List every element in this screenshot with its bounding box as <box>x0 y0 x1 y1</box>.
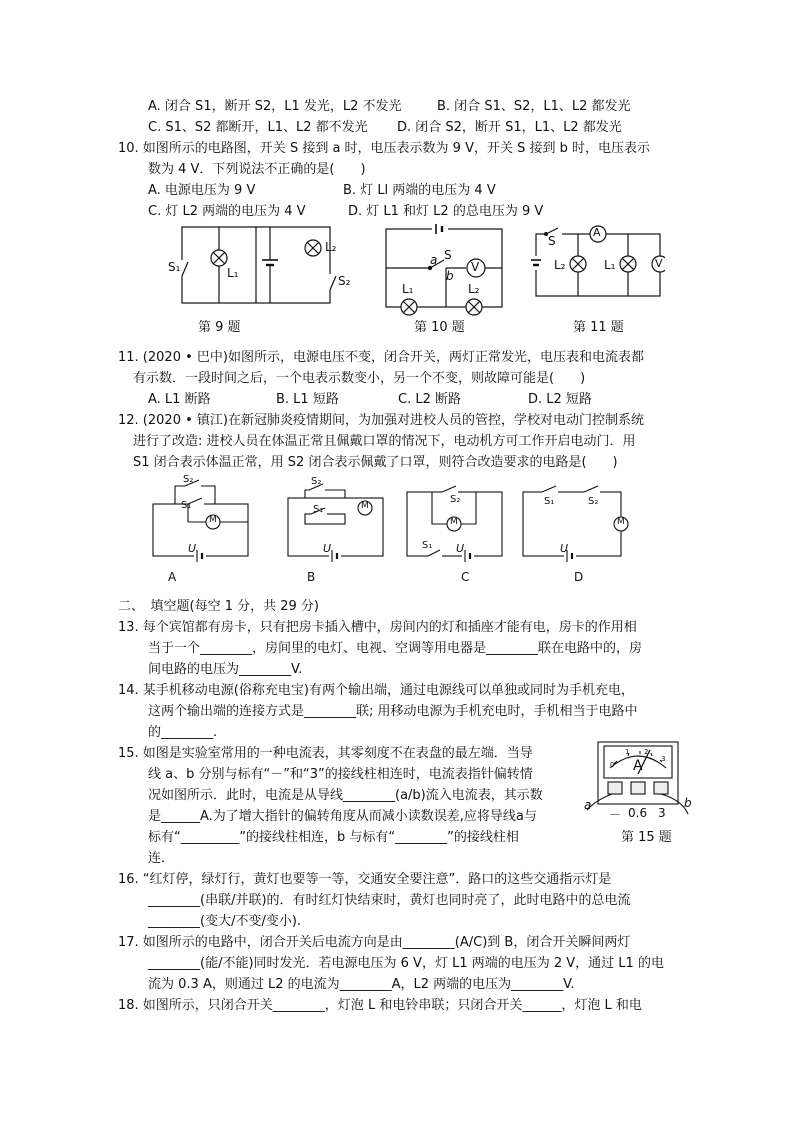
q12a-s1-label: S₁ <box>181 500 192 511</box>
figure-11-circuit <box>530 222 665 300</box>
q12-stem-line3: S1 闭合表示体温正常，用 S2 闭合表示佩戴了口罩，则符合改造要求的电路是( ) <box>133 455 618 470</box>
q12a-motor-label: M <box>209 515 217 525</box>
figure-10-caption: 第 10 题 <box>414 320 465 335</box>
q12-circuit-d <box>520 474 635 562</box>
q14-line2: 这两个输出端的连接方式是________联; 用移动电源为手机充电时，手机相当于电路中 <box>148 704 638 719</box>
q12b-s1-label: S₁ <box>313 504 324 515</box>
section-2-title: 二、 填空题(每空 1 分，共 29 分) <box>118 599 319 614</box>
fig11-l2-label: L₂ <box>554 258 566 272</box>
q12c-s2-label: S₂ <box>450 494 461 505</box>
q11-option-d: D. L2 短路 <box>528 392 592 407</box>
q16-line1: 16. “红灯停，绿灯行，黄灯也要等一等，交通安全要注意”．路口的这些交通指示灯是 <box>118 872 612 887</box>
q10-option-b: B. 灯 Ll 两端的电压为 4 V <box>343 183 496 198</box>
figure-15-ammeter <box>584 740 692 824</box>
q10-stem-line1: 10. 如图所示的电路图，开关 S 接到 a 时，电压表示数为 9 V，开关 S 接到 b 时，电压表示 <box>118 141 651 156</box>
fig9-l2-label: L₂ <box>325 240 337 254</box>
q16-line3: ________(变大/不变/变小). <box>148 914 302 929</box>
q12d-s1-label: S₁ <box>544 496 555 507</box>
q15-line2: 线 a、b 分别与标有“－”和“3”的接线柱相连时，电流表指针偏转情 <box>148 767 533 782</box>
q14-line1: 14. 某手机移动电源(俗称充电宝)有两个输出端，通过电源线可以单独或同时为手机充电， <box>118 683 634 698</box>
figure-11-caption: 第 11 题 <box>573 320 624 335</box>
figure-9-circuit <box>160 222 360 308</box>
q11-stem-line2: 有示数．一段时间之后，一个电表示数变小，另一个不变，则故障可能是( ) <box>133 371 586 386</box>
q10-option-d: D. 灯 L1 和灯 L2 的总电压为 9 V <box>348 204 544 219</box>
fig10-b-label: b <box>446 269 454 283</box>
q9-option-a: A. 闭合 S1，断开 S2，L1 发光，L2 不发光 <box>148 99 402 114</box>
q10-option-a: A. 电源电压为 9 V <box>148 183 256 198</box>
q15-line5: 标有“_________”的接线柱相连，b 与标有“________”的接线柱相 <box>148 830 519 845</box>
q12-label-a: A <box>168 570 177 584</box>
fig15-wire-a-label: a <box>584 798 592 812</box>
q12-circuit-c <box>404 474 509 562</box>
q12d-u-label: U <box>560 542 569 555</box>
fig15-scale-2: 2 <box>644 748 649 756</box>
fig11-s-label: S <box>548 234 556 248</box>
q15-line1: 15. 如图是实验室常用的一种电流表，其零刻度不在表盘的最左端．当导 <box>118 746 533 761</box>
q11-stem-line1: 11. (2020 • 巴中)如图所示，电源电压不变，闭合开关，两灯正常发光，电压表和电流表都 <box>118 350 644 365</box>
q14-line3: 的________. <box>148 725 218 740</box>
q12-circuit-a <box>150 474 255 562</box>
fig10-s-label: S <box>444 248 452 262</box>
fig15-scale-0: 0 <box>610 761 615 769</box>
q12-stem-line1: 12. (2020 • 镇江)在新冠肺炎疫情期间，为加强对进校人员的管控，学校对电动门控制系统 <box>118 413 644 428</box>
q13-line1: 13. 每个宾馆都有房卡，只有把房卡插入槽中，房间内的灯和插座才能有电，房卡的作用相 <box>118 620 637 635</box>
q10-option-c: C. 灯 L2 两端的电压为 4 V <box>148 204 306 219</box>
q18-line1: 18. 如图所示，只闭合开关________，灯泡 L 和电铃串联；只闭合开关______，灯泡 L 和电 <box>118 998 642 1013</box>
q9-option-b: B. 闭合 S1、S2，L1、L2 都发光 <box>437 99 631 114</box>
fig15-meter-a-label: A <box>633 758 643 774</box>
q13-line2: 当于一个________，房间里的电灯、电视、空调等用电器是________联在电路中的，房 <box>148 641 643 656</box>
q9-option-c: C. S1、S2 都断开，L1、L2 都不发光 <box>148 120 368 135</box>
q12-label-d: D <box>574 570 584 584</box>
q12a-u-label: U <box>188 542 197 555</box>
q11-option-c: C. L2 断路 <box>398 392 461 407</box>
q12d-motor-label: M <box>617 517 625 527</box>
fig9-s1-label: S₁ <box>168 260 181 274</box>
figure-10-circuit <box>380 222 510 318</box>
q12b-motor-label: M <box>361 501 369 511</box>
q13-line3: 间电路的电压为________V. <box>148 662 303 677</box>
fig10-a-label: a <box>430 253 438 267</box>
q15-line3: 况如图所示．此时，电流是从导线________(a/b)流入电流表，其示数 <box>148 788 543 803</box>
q12-label-c: C <box>461 570 470 584</box>
q12b-u-label: U <box>323 542 332 555</box>
q15-line6: 连． <box>148 851 175 866</box>
q12-stem-line2: 进行了改造: 进校人员在体温正常且佩戴口罩的情况下，电动机方可工作开启电动门．用 <box>133 434 636 449</box>
q12c-u-label: U <box>456 542 465 555</box>
fig15-scale-3: 3 <box>661 755 666 763</box>
fig15-wire-b-label: b <box>684 796 692 810</box>
q15-line4: 是______A.为了增大指针的偏转角度从而减小读数误差,应将导线a与 <box>148 809 537 824</box>
fig11-ammeter-label: A <box>593 226 601 239</box>
fig15-scale-1: 1 <box>625 748 630 756</box>
q17-line3: 流为 0.3 A，则通过 L2 的电流为________A，L2 两端的电压为________V. <box>148 977 575 992</box>
q11-option-b: B. L1 短路 <box>276 392 339 407</box>
q17-line1: 17. 如图所示的电路中，闭合开关后电流方向是由________(A/C)到 B，闭合开关瞬间两灯 <box>118 935 631 950</box>
fig10-l2-label: L₂ <box>468 282 480 296</box>
q16-line2: ________(串联/并联)的．有时红灯快结束时，黄灯也同时亮了，此时电路中的总电流 <box>148 893 631 908</box>
fig11-voltmeter-label: V <box>655 257 663 270</box>
q12c-s1-label: S₁ <box>422 540 433 551</box>
q12-circuit-b <box>285 474 390 562</box>
fig10-l1-label: L₁ <box>402 282 414 296</box>
q11-option-a: A. L1 断路 <box>148 392 211 407</box>
q10-stem-line2: 数为 4 V．下列说法不正确的是( ) <box>148 162 366 177</box>
fig9-s2-label: S₂ <box>338 274 351 288</box>
fig15-minus-label: － <box>609 808 622 822</box>
figure-15-caption: 第 15 题 <box>621 830 672 845</box>
q9-option-d: D. 闭合 S2，断开 S1，L1、L2 都发光 <box>397 120 622 135</box>
fig11-l1-label: L₁ <box>604 258 616 272</box>
q12d-s2-label: S₂ <box>588 496 599 507</box>
fig15-3-label: 3 <box>658 806 666 820</box>
q12a-s2-label: S₂ <box>183 474 194 485</box>
q17-line2: ________(能/不能)同时发光．若电源电压为 6 V，灯 L1 两端的电压为 2 V，通过 L1 的电 <box>148 956 664 971</box>
q12c-motor-label: M <box>450 517 458 527</box>
fig9-l1-label: L₁ <box>227 266 239 280</box>
fig15-06-label: 0.6 <box>628 806 648 820</box>
q12-label-b: B <box>307 570 316 584</box>
q12b-s2-label: S₂ <box>311 476 322 487</box>
figure-9-caption: 第 9 题 <box>198 320 241 335</box>
fig10-voltmeter-label: V <box>471 260 480 274</box>
